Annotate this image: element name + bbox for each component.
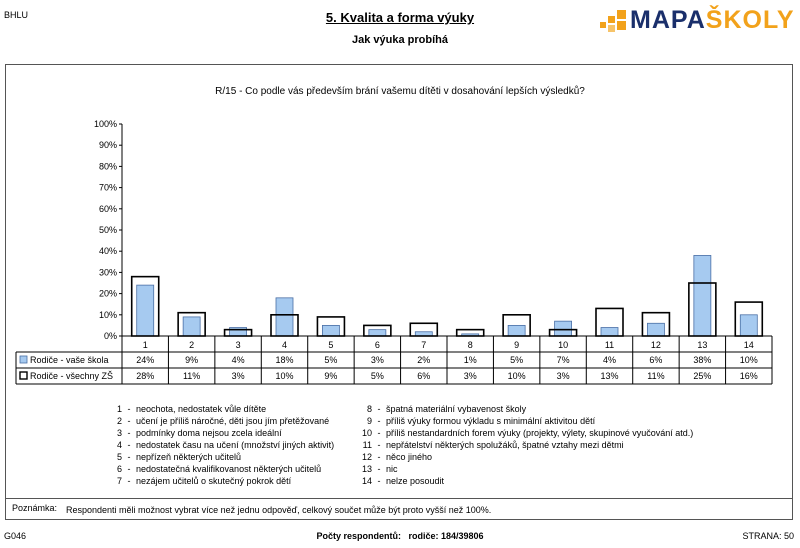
legend-item: 10 - příliš nestandardních forem výuky (projekty, výlety, skupinové vyučování atd.) <box>354 428 693 440</box>
note-text: Respondenti měli možnost vybrat více než jednu odpověď, celkový součet může být proto vyšší než 100%. <box>66 505 492 515</box>
legend-number: 10 <box>361 428 372 438</box>
legend-right <box>354 404 693 488</box>
legend-text: nic <box>386 464 398 474</box>
data-label: 6% <box>649 355 663 365</box>
x-tick-label: 14 <box>743 340 754 350</box>
y-tick-label: 100% <box>93 119 117 129</box>
report-code: BHLU <box>4 10 29 20</box>
x-tick-label: 11 <box>604 340 615 350</box>
data-label: 10% <box>275 371 294 381</box>
data-label: 5% <box>370 371 384 381</box>
note-label: Poznámka: <box>12 503 58 513</box>
legend-left <box>104 404 334 488</box>
respondents-label: Počty respondentů: <box>316 531 401 541</box>
legend-item: 11 - nepřátelství některých spolužáků, špatné vztahy mezi dětmi <box>354 440 693 452</box>
y-tick-label: 70% <box>98 182 117 193</box>
data-label: 13% <box>600 371 619 381</box>
legend-text: podmínky doma nejsou zcela ideální <box>136 428 282 438</box>
data-label: 38% <box>693 355 712 365</box>
y-tick-label: 90% <box>98 140 117 151</box>
x-tick-label: 7 <box>421 340 427 350</box>
bar-school <box>183 317 200 336</box>
bar-school <box>322 325 339 336</box>
legend-item: 4 - nedostatek času na učení (množství jiných aktivit) <box>104 440 334 452</box>
legend-number: 8 <box>366 404 372 414</box>
y-tick-label: 20% <box>98 288 117 299</box>
data-label: 2% <box>417 355 431 365</box>
mapaskoly-logo <box>598 6 795 36</box>
respondent-counts <box>0 531 800 541</box>
y-tick-label: 10% <box>98 309 117 320</box>
x-tick-label: 1 <box>142 340 148 350</box>
bar-school <box>230 328 247 336</box>
logo-text: MAPAŠKOLY <box>630 6 795 34</box>
bar-school <box>276 298 293 336</box>
series-name: Rodiče - vaše škola <box>30 355 109 365</box>
legend-text: učení je příliš náročné, děti jsou jím přetěžované <box>136 416 330 426</box>
legend-number: 9 <box>366 416 372 426</box>
question-text: R/15 - Co podle vás především brání vašemu dítěti v dosahování lepších výsledků? <box>215 86 585 97</box>
legend-number: 12 <box>361 452 372 462</box>
data-label: 10% <box>739 355 758 365</box>
data-label: 25% <box>693 371 712 381</box>
legend-text: nezájem učitelů o skutečný pokrok dětí <box>136 476 292 486</box>
legend-number: 4 <box>116 440 122 450</box>
legend-text: nepřátelství některých spolužáků, špatné vztahy mezi dětmi <box>386 440 624 450</box>
data-label: 4% <box>231 355 245 365</box>
data-label: 3% <box>463 371 477 381</box>
legend-item: 5 - nepřízeň některých učitelů <box>104 452 334 464</box>
data-label: 3% <box>556 371 570 381</box>
x-tick-label: 4 <box>281 340 288 350</box>
data-label: 3% <box>370 355 384 365</box>
bar-school <box>647 323 664 336</box>
legend-number: 14 <box>361 476 372 486</box>
legend-number: 7 <box>116 476 122 486</box>
bar-school <box>694 255 711 336</box>
y-tick-label: 60% <box>98 203 117 214</box>
data-label: 5% <box>510 355 524 365</box>
note-divider <box>5 498 793 499</box>
x-tick-label: 13 <box>697 340 708 350</box>
legend-item: 3 - podmínky doma nejsou zcela ideální <box>104 428 334 440</box>
x-tick-label: 2 <box>189 340 195 350</box>
page-number: STRANA: 50 <box>742 531 794 541</box>
legend-item: 6 - nedostatečná kvalifikovanost některých učitelů <box>104 464 334 476</box>
data-label: 11% <box>182 371 201 381</box>
data-label: 6% <box>417 371 431 381</box>
data-label: 1% <box>463 355 477 365</box>
legend-text: příliš výuky formou výkladu s minimální aktivitou dětí <box>386 416 596 426</box>
legend-number: 6 <box>116 464 122 474</box>
legend-number: 5 <box>116 452 122 462</box>
legend-item: 12 - něco jiného <box>354 452 693 464</box>
legend-text: příliš nestandardních forem výuky (projekty, výlety, skupinové vyučování atd.) <box>386 428 694 438</box>
x-tick-label: 10 <box>558 340 569 350</box>
legend-swatch-all <box>20 372 27 379</box>
legend-number: 3 <box>116 428 122 438</box>
data-label: 18% <box>275 355 294 365</box>
legend-text: nedostatek času na učení (množství jiných aktivit) <box>136 440 335 450</box>
legend-text: nepřízeň některých učitelů <box>136 452 242 462</box>
data-label: 24% <box>136 355 155 365</box>
y-tick-label: 40% <box>98 246 117 257</box>
y-tick-label: 30% <box>98 267 117 278</box>
bar-school <box>137 285 154 336</box>
legend-number: 13 <box>361 464 372 474</box>
data-label: 28% <box>136 371 155 381</box>
x-tick-label: 3 <box>235 340 241 350</box>
respondents-value: rodiče: 184/39806 <box>408 531 484 541</box>
data-label: 4% <box>602 355 617 365</box>
legend-item: 13 - nic <box>354 464 693 476</box>
legend-item: 8 - špatná materiální vybavenost školy <box>354 404 693 416</box>
x-tick-label: 8 <box>467 340 473 350</box>
bar-school <box>601 328 618 336</box>
legend-swatch-school <box>20 356 27 363</box>
page-subtitle: Jak výuka probíhá <box>352 34 448 46</box>
legend-text: neochota, nedostatek vůle dítěte <box>136 404 267 414</box>
legend-number: 11 <box>362 440 372 450</box>
data-label: 16% <box>739 371 758 381</box>
x-tick-label: 5 <box>328 340 334 350</box>
legend-item: 2 - učení je příliš náročné, děti jsou jím přetěžované <box>104 416 334 428</box>
data-label: 7% <box>556 355 570 365</box>
legend-text: nedostatečná kvalifikovanost některých učitelů <box>136 464 322 474</box>
legend-number: 1 <box>116 404 122 414</box>
data-label: 5% <box>324 355 338 365</box>
page-title: 5. Kvalita a forma výuky <box>325 10 475 25</box>
logo-squares-icon <box>598 6 630 36</box>
legend-text: špatná materiální vybavenost školy <box>386 404 527 414</box>
series-name: Rodiče - všechny ZŠ <box>30 371 114 381</box>
bar-school <box>555 321 572 336</box>
legend-item: 9 - příliš výuky formou výkladu s minimální aktivitou dětí <box>354 416 693 428</box>
bar-chart <box>0 110 800 400</box>
legend-item: 1 - neochota, nedostatek vůle dítěte <box>104 404 334 416</box>
data-label: 11% <box>647 371 665 381</box>
bar-school <box>369 330 386 336</box>
data-label: 9% <box>324 371 338 381</box>
data-label: 10% <box>507 371 526 381</box>
legend-item: 14 - nelze posoudit <box>354 476 693 488</box>
x-tick-label: 6 <box>374 340 380 350</box>
legend-text: nelze posoudit <box>386 476 445 486</box>
x-tick-label: 9 <box>514 340 520 350</box>
legend-item: 7 - nezájem učitelů o skutečný pokrok dětí <box>104 476 334 488</box>
bar-school <box>508 325 525 336</box>
legend-text: něco jiného <box>386 452 433 462</box>
footer-code: G046 <box>4 531 27 541</box>
y-tick-label: 0% <box>103 331 117 341</box>
y-tick-label: 50% <box>98 225 117 235</box>
y-tick-label: 80% <box>98 161 117 172</box>
legend-number: 2 <box>116 416 122 426</box>
data-label: 9% <box>185 355 199 365</box>
data-label: 3% <box>231 371 245 381</box>
x-tick-label: 12 <box>650 340 661 350</box>
bar-school <box>740 315 757 336</box>
